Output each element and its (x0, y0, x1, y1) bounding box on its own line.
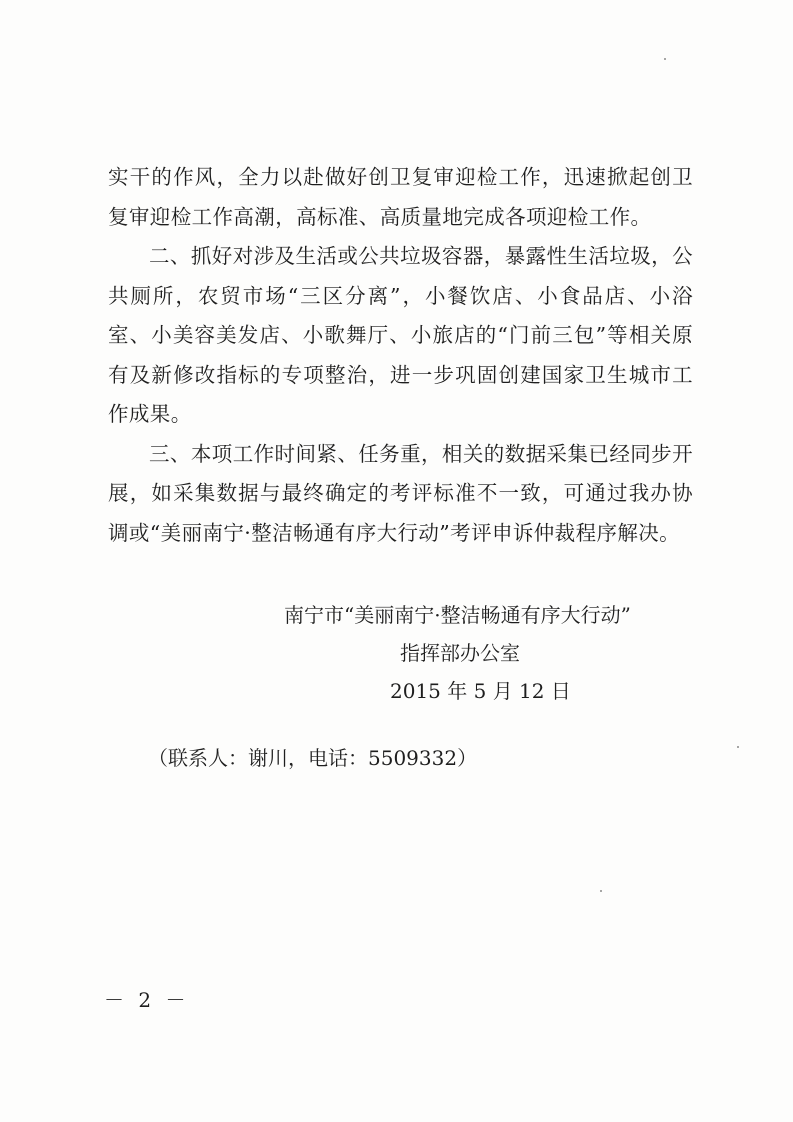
scan-speck (737, 746, 739, 748)
scan-speck (600, 890, 602, 892)
document-body (108, 158, 693, 553)
signature-office: 指挥部办公室 (400, 641, 520, 665)
page-number: － 2 － (104, 988, 190, 1012)
paragraph-item-two: 二、抓好对涉及生活或公共垃圾容器，暴露性生活垃圾，公共厕所，农贸市场“三区分离”，小餐饮店、小食品店、小浴室、小美容美发店、小歌舞厅、小旅店的“门前三包”等相关原有及新修改指标的专项整治，进一步巩固创建国家卫生城市工作成果。 (108, 244, 693, 426)
contact-info: （联系人：谢川，电话：5509332） (148, 746, 478, 770)
paragraph-continuation: 实干的作风，全力以赴做好创卫复审迎检工作，迅速掀起创卫复审迎检工作高潮，高标准、高质量地完成各项迎检工作。 (108, 165, 693, 229)
scan-speck (664, 58, 666, 60)
signature-block (270, 596, 670, 710)
signature-organization: 南宁市“美丽南宁·整洁畅通有序大行动” (284, 603, 631, 627)
signature-date: 2015 年 5 月 12 日 (390, 679, 571, 703)
paragraph-item-three: 三、本项工作时间紧、任务重，相关的数据采集已经同步开展，如采集数据与最终确定的考评标准不一致，可通过我办协调或“美丽南宁·整洁畅通有序大行动”考评申诉仲裁程序解决。 (108, 441, 693, 545)
